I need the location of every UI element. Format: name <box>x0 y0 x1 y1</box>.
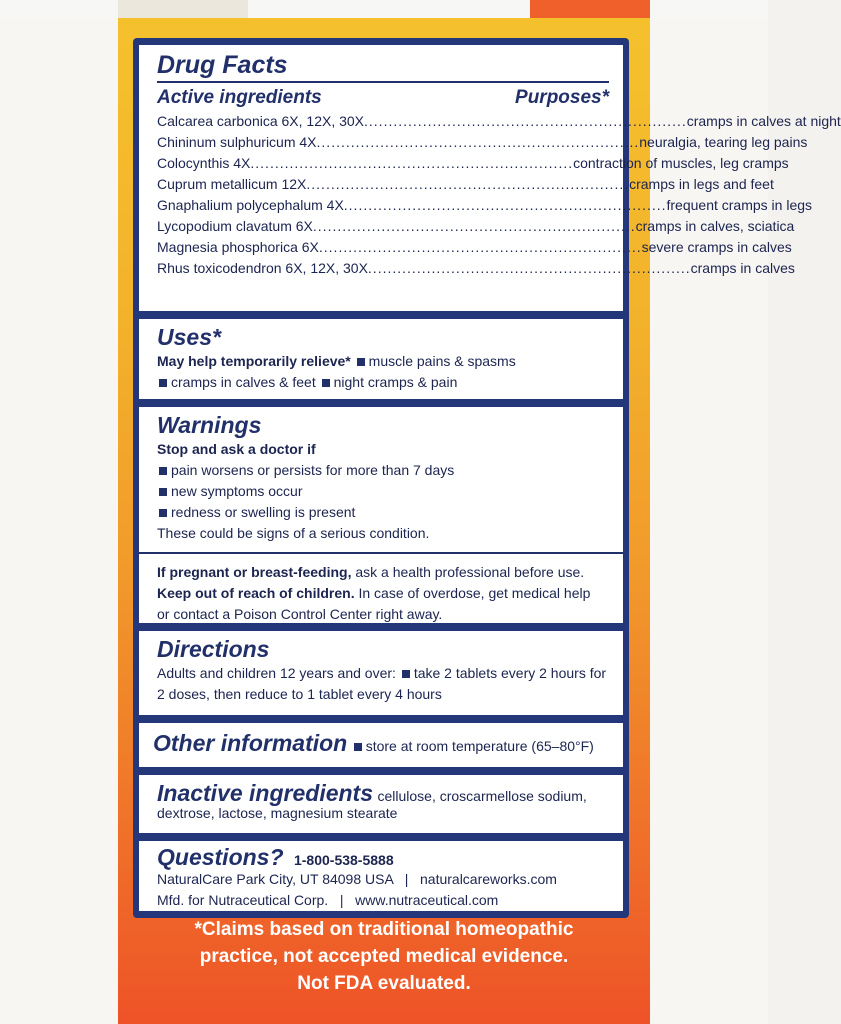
active-ingredients-heading: Active ingredients <box>157 87 322 108</box>
ingredient-purpose: cramps in calves, sciatica <box>635 218 795 234</box>
other-information-section <box>139 723 623 767</box>
other-information-text: store at room temperature (65–80°F) <box>352 738 594 754</box>
ingredient-name: Colocynthis 4X <box>157 155 251 171</box>
ingredient-name: Lycopodium clavatum 6X <box>157 218 313 234</box>
ingredient-row: Rhus toxicodendron 6X, 12X, 30X .................................................................. cramps in calves <box>157 258 609 279</box>
active-heading-row <box>157 87 609 109</box>
active-ingredients-list <box>157 111 841 279</box>
disclaimer-line-3: Not FDA evaluated. <box>297 973 471 994</box>
ingredient-name: Cuprum metallicum 12X <box>157 176 307 192</box>
phone-number: 1-800-538-5888 <box>293 852 394 868</box>
background-left <box>0 18 118 1024</box>
manufacturer-line: Mfd. for Nutraceutical Corp. | www.nutraceutical.com <box>157 892 499 908</box>
ingredient-purpose: contraction of muscles, leg cramps <box>573 155 789 171</box>
ingredient-purpose: cramps in calves <box>690 260 795 276</box>
children-warning: Keep out of reach of children. In case of overdose, get medical help <box>157 585 591 601</box>
inactive-line-2: dextrose, lactose, magnesium stearate <box>157 805 398 821</box>
ingredient-purpose: neuralgia, tearing leg pains <box>639 134 808 150</box>
bullet-square-icon <box>159 509 167 517</box>
product-box-label <box>118 18 841 1024</box>
uses-line-1 <box>157 351 609 372</box>
uses-item: muscle pains & spasms <box>368 353 516 369</box>
serious-condition-note: These could be signs of a serious condition. <box>157 525 430 541</box>
ingredient-row: Magnesia phosphorica 6X .................................................................. severe cramps in calves <box>157 237 609 258</box>
bullet-square-icon <box>322 379 330 387</box>
active-ingredients-section <box>139 45 841 311</box>
ingredient-name: Magnesia phosphorica 6X <box>157 239 319 255</box>
directions-line-2: 2 doses, then reduce to 1 tablet every 4 hours <box>157 686 442 702</box>
ingredient-purpose: frequent cramps in legs <box>666 197 813 213</box>
inactive-line-1: cellulose, croscarmellose sodium, <box>377 788 587 804</box>
ingredient-name: Calcarea carbonica 6X, 12X, 30X <box>157 113 365 129</box>
questions-heading: Questions? <box>157 844 284 870</box>
bullet-square-icon <box>354 743 362 751</box>
directions-heading: Directions <box>157 636 270 662</box>
ingredient-name: Gnaphalium polycephalum 4X <box>157 197 344 213</box>
warning-bullet: redness or swelling is present <box>157 502 609 523</box>
title-rule <box>157 81 609 83</box>
purposes-heading: Purposes* <box>515 87 609 108</box>
uses-item: night cramps & pain <box>333 374 458 390</box>
bullet-square-icon <box>402 670 410 678</box>
ingredient-row: Colocynthis 4X .................................................................. contraction of muscles, leg cramps <box>157 153 609 174</box>
bullet-square-icon <box>159 379 167 387</box>
uses-line-2 <box>157 372 609 393</box>
uses-section <box>139 319 623 399</box>
drug-facts-panel <box>133 38 841 918</box>
warnings-section <box>139 407 623 623</box>
ingredient-purpose: cramps in legs and feet <box>629 176 774 192</box>
warnings-divider <box>139 552 623 554</box>
ingredient-name: Chininum sulphuricum 4X <box>157 134 317 150</box>
manufacturer-address: NaturalCare Park City, UT 84098 USA | naturalcareworks.com <box>157 871 557 887</box>
ingredient-purpose: severe cramps in calves <box>641 239 792 255</box>
ingredient-purpose: cramps in calves at night <box>686 113 841 129</box>
directions-line-1: Adults and children 12 years and over: take 2 tablets every 2 hours for <box>157 665 607 681</box>
ingredient-row: Lycopodium clavatum 6X .................................................................. cramps in calves, sciatica <box>157 216 609 237</box>
inactive-ingredients-section <box>139 775 623 833</box>
other-information-heading: Other information <box>153 730 348 756</box>
drug-facts-title: Drug Facts <box>157 51 288 79</box>
warning-bullet: pain worsens or persists for more than 7 days <box>157 460 609 481</box>
inactive-ingredients-heading: Inactive ingredients <box>157 780 374 806</box>
ingredient-row: Calcarea carbonica 6X, 12X, 30X .................................................................. cramps in calves at night <box>157 111 609 132</box>
warnings-heading: Warnings <box>157 412 262 438</box>
questions-section <box>139 841 623 911</box>
directions-section <box>139 631 623 715</box>
uses-item: cramps in calves & feet <box>171 374 316 390</box>
uses-heading: Uses* <box>157 324 221 350</box>
disclaimer-line-2: practice, not accepted medical evidence. <box>199 946 569 967</box>
disclaimer-line-1: *Claims based on traditional homeopathic <box>194 919 574 940</box>
bullet-square-icon <box>159 467 167 475</box>
homeopathic-disclaimer <box>118 916 650 997</box>
pregnancy-warning: If pregnant or breast-feeding, ask a health professional before use. <box>157 564 585 580</box>
poison-control-line: or contact a Poison Control Center right away. <box>157 606 443 622</box>
uses-intro: May help temporarily relieve* <box>157 353 351 369</box>
ingredient-name: Rhus toxicodendron 6X, 12X, 30X <box>157 260 368 276</box>
bullet-square-icon <box>159 488 167 496</box>
warning-bullet: new symptoms occur <box>157 481 609 502</box>
ingredient-row: Gnaphalium polycephalum 4X .................................................................. frequent cramps in legs <box>157 195 609 216</box>
bullet-square-icon <box>357 358 365 366</box>
ingredient-row: Cuprum metallicum 12X .................................................................. cramps in legs and feet <box>157 174 609 195</box>
ingredient-row: Chininum sulphuricum 4X .................................................................. neuralgia, tearing leg pains <box>157 132 609 153</box>
stop-ask-doctor: Stop and ask a doctor if <box>157 441 316 457</box>
